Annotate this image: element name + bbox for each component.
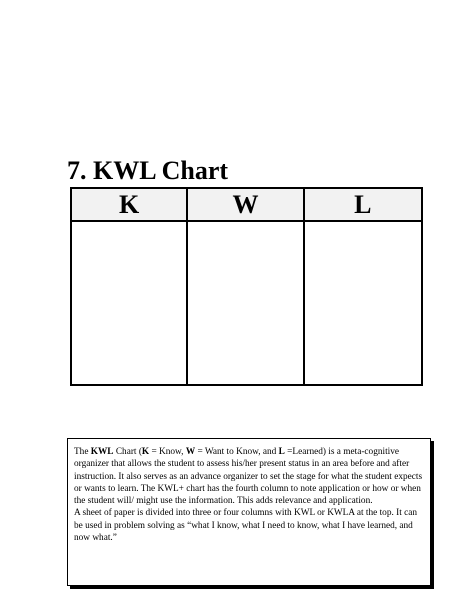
bold-k: K [141,447,150,457]
page-title: 7. KWL Chart [67,156,229,185]
text-segment: Chart ( [113,447,142,457]
text-segment: =Learned) is a meta-cognitive organizer that allows the student to assess his/her present status in an area before and after instruction. It also serves as an advance organizer to set the stage for what the student expects or wants to learn. The KWL+ chart has the fourth column to note application or how or when the student will/ might use the information. This adds relevance and application. [74,447,423,507]
column-header-w: W [188,189,304,222]
kwl-chart-table [70,187,423,386]
description-paragraph-2: A sheet of paper is divided into three or four columns with KWL or KWLA at the top. It can be used in problem solving as “what I know, what I need to know, what I have learned, and now what.” [74,508,418,544]
bold-w: W [185,447,196,457]
column-header-l: L [305,189,421,222]
bold-l: L [278,447,285,457]
description-paragraph-1 [74,446,424,507]
column-body-w [188,222,304,384]
column-body-l [305,222,421,384]
description-box [67,438,431,586]
text-segment: = Know, [149,447,186,457]
text-segment: The [74,447,91,457]
column-body-k [72,222,188,384]
column-header-k: K [72,189,188,222]
bold-kwl: KWL [90,447,114,457]
text-segment: = Want to Know, and [195,447,279,457]
